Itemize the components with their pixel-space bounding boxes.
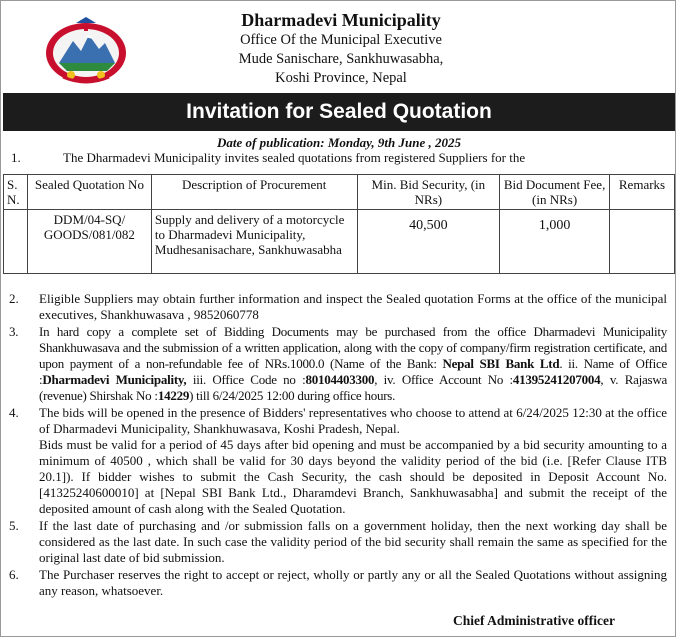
col-header-document-fee: Bid Document Fee, (in NRs) (500, 175, 610, 210)
paragraph-number: 3. (9, 324, 19, 339)
notice-title-banner: Invitation for Sealed Quotation (3, 93, 675, 131)
quotation-table (3, 174, 675, 274)
paragraph-5 (9, 518, 667, 566)
nepal-emblem-icon (41, 15, 131, 87)
paragraph-number: 4. (9, 405, 19, 420)
office-name-bold: Dharmadevi Municipality, (42, 372, 187, 387)
paragraph-number: 5. (9, 518, 19, 533)
letterhead (151, 9, 531, 88)
paragraph-text: . ii. Name of Office : (39, 356, 667, 387)
office-code: 80104403300 (305, 372, 375, 387)
paragraph-text: Eligible Suppliers may obtain further information and inspect the Sealed quotation Forms at the office of the municipal executives, Shankhuwasava , 9852060778 (39, 291, 667, 322)
col-header-quotation-no: Sealed Quotation No (27, 175, 151, 210)
address-line-2: Koshi Province, Nepal (275, 70, 407, 86)
address-line-1: Mude Sanischare, Sankhuwasabha, (238, 51, 444, 67)
cell-quotation-no: DDM/04-SQ/ GOODS/081/082 (27, 210, 151, 274)
publication-date: Date of publication: Monday, 9th June , 2025 (216, 135, 461, 150)
paragraph-4 (9, 405, 667, 517)
cell-document-fee: 1,000 (500, 210, 610, 274)
office-name: Office Of the Municipal Executive (240, 32, 442, 48)
paragraph-3 (9, 324, 667, 404)
cell-sn (4, 210, 28, 274)
paragraph-text: The Dharmadevi Municipality invites sealed quotations from registered Suppliers for the (63, 150, 526, 165)
paragraph-text: If the last date of purchasing and /or submission falls on a government holiday, then the next working day shall be considered as the last date. In such case the validity period of the bid security shall remain the same as specified for the original last date of bid submission. (39, 518, 667, 565)
municipality-name: Dharmadevi Municipality (241, 10, 441, 30)
paragraph-number: 6. (9, 567, 19, 582)
paragraph-text: The Purchaser reserves the right to accept or reject, wholly or partly any or all the Sealed Quotations without assigning any reason, whatsoever. (39, 567, 667, 598)
paragraph-text: iii. Office Code no : (186, 372, 306, 387)
paragraph-text: ) till 6/24/2025 12:00 during office hours. (189, 388, 396, 403)
bank-name: Nepal SBI Bank Ltd (442, 356, 560, 371)
table-header-row (4, 175, 675, 210)
cell-bid-security: 40,500 (357, 210, 500, 274)
paragraph-6 (9, 567, 667, 599)
col-header-remarks: Remarks (610, 175, 675, 210)
paragraph-number: 1. (11, 150, 21, 165)
table-row (4, 210, 675, 274)
conditions-list (9, 291, 667, 600)
shirshak-number: 14229 (157, 388, 190, 403)
col-header-sn: S. N. (4, 175, 28, 210)
paragraph-text: In hard copy a complete set of Bidding Documents may be purchased from the office Dharmadevi Municipality Shankhuwasava and the submission of a written application, along with the copy of company/firm registration certificate, and upon payment of a non-refundable fee of NRs.1000.0 (Name of the Bank: (39, 324, 667, 371)
cell-remarks (610, 210, 675, 274)
paragraph-text: , v. Rajaswa (revenue) Shirshak No : (39, 372, 667, 403)
col-header-description: Description of Procurement (151, 175, 357, 210)
paragraph-text: Bids must be valid for a period of 45 days after bid opening and must be accompanied by a bid security amounting to a minimum of 40500 , which shall be valid for 30 days beyond the validity period of the bid (i.e. [Refer Clause ITB 20.1]). If bidder wishes to submit the Cash Security, the cash should be deposited in Deposit Account No. [41325240600010] at [Nepal SBI Bank Ltd., Dharamdevi Branch, Sankhuwasabha] and submit the receipt of the deposited amount of cash along with the Sealed Quotation. (39, 437, 667, 516)
cell-description: Supply and delivery of a motorcycle to Dharmadevi Municipality, Mudhesanisachare, Sankhuwasabha (151, 210, 357, 274)
account-number: 41395241207004 (512, 372, 601, 387)
signatory-title: Chief Administrative officer (453, 613, 615, 628)
paragraph-text: The bids will be opened in the presence of Bidders' representatives who choose to attend at 6/24/2025 12:30 at the office of Dharmadevi Municipality, Shankhuwasava, Koshi Pradesh, Nepal. (39, 405, 667, 436)
paragraph-2 (9, 291, 667, 323)
paragraph-number: 2. (9, 291, 19, 306)
col-header-bid-security: Min. Bid Security, (in NRs) (357, 175, 500, 210)
paragraph-text: , iv. Office Account No : (374, 372, 513, 387)
